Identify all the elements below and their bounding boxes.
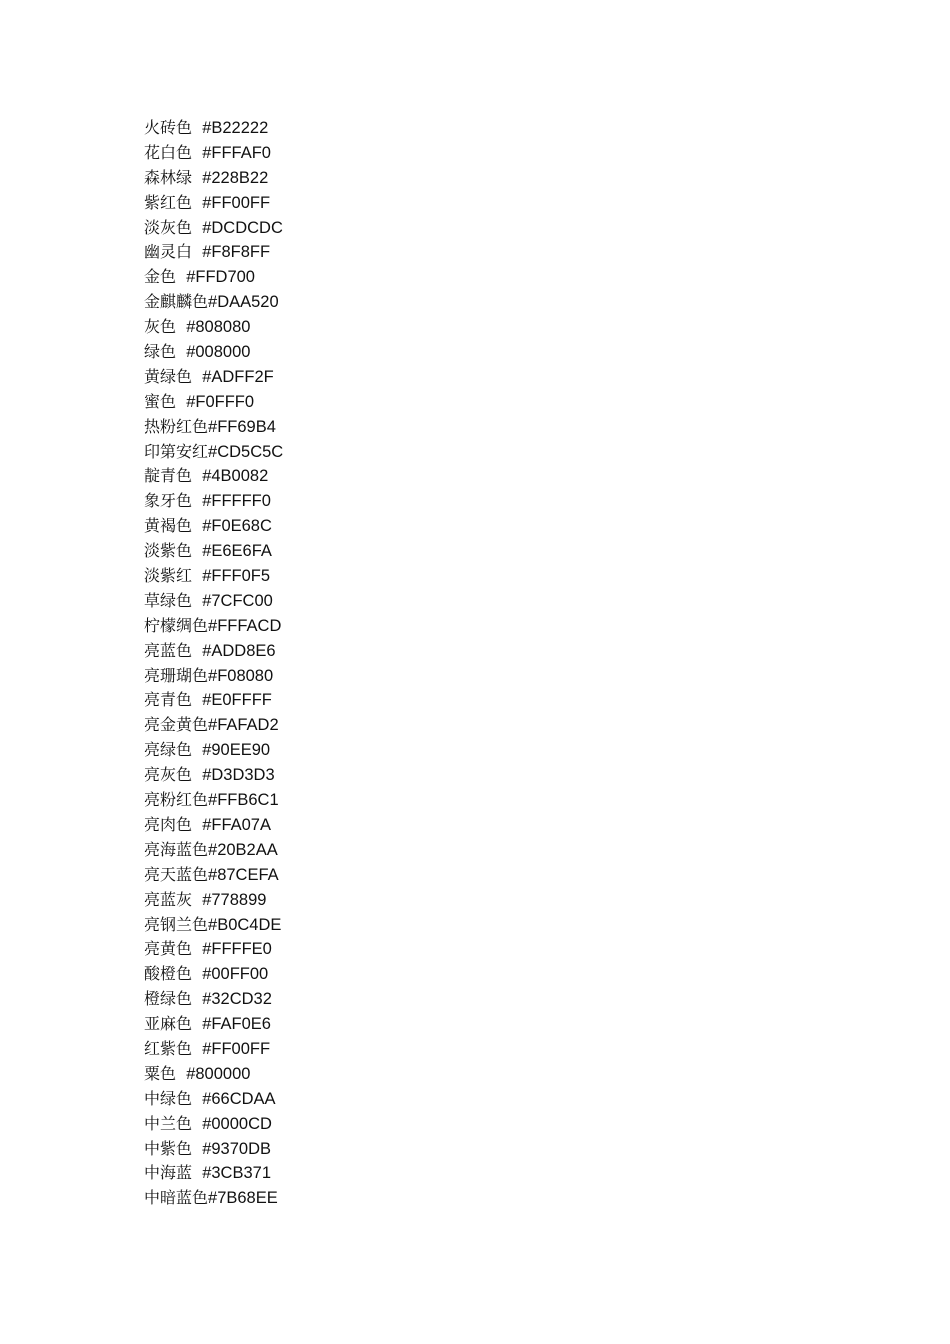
- color-entry: [144, 191, 283, 216]
- color-hex-code: #FFFACD: [208, 616, 282, 635]
- color-entry: [144, 987, 283, 1012]
- color-hex-code: #228B22: [202, 168, 269, 187]
- color-hex-code: #FFFAF0: [202, 143, 271, 162]
- color-name: 淡灰色: [144, 217, 193, 237]
- color-entry: [144, 1062, 283, 1087]
- color-name: 黄褐色: [144, 516, 193, 536]
- color-separator: [192, 890, 202, 909]
- color-hex-code: #66CDAA: [202, 1089, 276, 1108]
- color-separator: [192, 989, 202, 1008]
- color-hex-code: #DCDCDC: [202, 218, 283, 237]
- color-entry: [144, 340, 283, 365]
- color-name: 亮蓝灰: [144, 889, 193, 909]
- color-entry: [144, 614, 283, 639]
- color-separator: [192, 193, 202, 212]
- color-separator: [192, 491, 202, 510]
- color-entry: [144, 489, 283, 514]
- color-hex-code: #90EE90: [202, 741, 271, 760]
- color-hex-code: #D3D3D3: [202, 766, 275, 785]
- color-separator: [192, 466, 202, 485]
- color-hex-code: #9370DB: [202, 1139, 271, 1158]
- color-entry: [144, 440, 283, 465]
- color-hex-code: #B22222: [202, 119, 269, 137]
- color-name: 中绿色: [144, 1088, 193, 1108]
- color-entry: [144, 589, 283, 614]
- color-separator: [192, 964, 202, 983]
- color-entry: [144, 539, 283, 564]
- color-hex-code: #32CD32: [202, 990, 272, 1009]
- color-entry: [144, 564, 283, 589]
- color-entry: [144, 688, 283, 713]
- color-name: 红紫色: [144, 1038, 193, 1058]
- color-entry: [144, 390, 283, 415]
- color-entry: [144, 166, 283, 191]
- color-entry: [144, 290, 283, 315]
- color-separator: [192, 1089, 202, 1108]
- color-name: 亮粉红色: [144, 790, 209, 810]
- color-name: 柠檬绸色: [144, 615, 209, 635]
- color-hex-code: #FFFFF0: [202, 492, 271, 511]
- color-separator: [192, 541, 202, 560]
- color-name: 亮绿色: [144, 740, 193, 760]
- color-hex-code: #F8F8FF: [202, 243, 271, 262]
- color-hex-code: #7CFC00: [202, 591, 273, 610]
- color-entry: [144, 713, 283, 738]
- color-name: 淡紫色: [144, 541, 193, 561]
- color-name: 亮钢兰色: [144, 914, 209, 934]
- color-entry: [144, 863, 283, 888]
- color-entry: [144, 738, 283, 763]
- color-hex-code: #008000: [186, 343, 251, 362]
- color-entry: [144, 415, 283, 440]
- color-separator: [176, 342, 186, 361]
- color-separator: [192, 168, 202, 187]
- color-entry: [144, 141, 283, 166]
- color-separator: [192, 765, 202, 784]
- color-entry: [144, 888, 283, 913]
- color-separator: [176, 317, 186, 336]
- color-name: 亮海蓝色: [144, 839, 209, 859]
- color-name: 紫红色: [144, 192, 193, 212]
- color-hex-code: #F0E68C: [202, 517, 272, 536]
- color-hex-code: #CD5C5C: [208, 442, 284, 461]
- color-name: 橙绿色: [144, 989, 193, 1009]
- color-entry: [144, 1037, 283, 1062]
- color-entry: [144, 464, 283, 489]
- color-entry: [144, 788, 283, 813]
- color-entry: [144, 1112, 283, 1137]
- color-hex-code: #FF69B4: [208, 417, 276, 436]
- color-hex-code: #778899: [202, 890, 267, 909]
- color-hex-code: #FFA07A: [202, 815, 271, 834]
- color-name: 中海蓝: [144, 1163, 193, 1183]
- color-hex-code: #F0FFF0: [186, 392, 255, 411]
- color-entry: [144, 216, 283, 241]
- color-entry: [144, 365, 283, 390]
- color-hex-code: #E0FFFF: [202, 691, 272, 710]
- color-name: 蜜色: [144, 391, 177, 411]
- color-hex-code: #F08080: [208, 666, 274, 685]
- color-separator: [192, 591, 202, 610]
- color-hex-code: #ADD8E6: [202, 641, 276, 660]
- color-entry: [144, 240, 283, 265]
- color-hex-code: #808080: [186, 318, 251, 337]
- color-separator: [192, 1163, 202, 1182]
- color-hex-code: #FFB6C1: [208, 791, 279, 810]
- color-entry: [144, 913, 283, 938]
- color-hex-code: #FF00FF: [202, 193, 271, 212]
- color-entry: [144, 315, 283, 340]
- color-separator: [192, 566, 202, 585]
- color-name: 幽灵白: [144, 242, 193, 262]
- color-name: 靛青色: [144, 466, 193, 486]
- color-separator: [192, 740, 202, 759]
- color-separator: [192, 1014, 202, 1033]
- color-entry: [144, 937, 283, 962]
- color-name: 亮黄色: [144, 939, 193, 959]
- color-entry: [144, 763, 283, 788]
- color-name: 森林绿: [144, 167, 193, 187]
- color-hex-code: #800000: [186, 1064, 251, 1083]
- color-entry: [144, 116, 283, 141]
- color-separator: [192, 218, 202, 237]
- color-hex-code: #3CB371: [202, 1164, 271, 1183]
- color-separator: [192, 1114, 202, 1133]
- color-name: 亮金黄色: [144, 715, 209, 735]
- color-hex-code: #00FF00: [202, 965, 269, 984]
- color-separator: [192, 939, 202, 958]
- color-hex-code: #DAA520: [208, 293, 279, 312]
- color-entry: [144, 664, 283, 689]
- color-name: 亮珊瑚色: [144, 665, 209, 685]
- color-name: 粟色: [144, 1063, 177, 1083]
- color-entry: [144, 962, 283, 987]
- color-name: 热粉红色: [144, 416, 209, 436]
- color-name: 花白色: [144, 142, 193, 162]
- color-separator: [192, 143, 202, 162]
- color-separator: [176, 392, 186, 411]
- color-separator: [192, 815, 202, 834]
- color-name: 草绿色: [144, 590, 193, 610]
- color-separator: [192, 516, 202, 535]
- color-name: 象牙色: [144, 491, 193, 511]
- color-name: 中暗蓝色: [144, 1188, 209, 1208]
- color-hex-code: #4B0082: [202, 467, 269, 486]
- color-hex-code: #0000CD: [202, 1114, 272, 1133]
- color-entry: [144, 1012, 283, 1037]
- color-separator: [176, 267, 186, 286]
- color-name-list: [144, 116, 283, 1211]
- color-hex-code: #B0C4DE: [208, 915, 282, 934]
- color-hex-code: #FF00FF: [202, 1039, 271, 1058]
- color-hex-code: #20B2AA: [208, 840, 278, 859]
- color-entry: [144, 1087, 283, 1112]
- color-name: 亮天蓝色: [144, 864, 209, 884]
- color-separator: [192, 641, 202, 660]
- color-separator: [192, 242, 202, 261]
- color-hex-code: #FFD700: [186, 268, 255, 287]
- color-separator: [192, 1139, 202, 1158]
- color-entry: [144, 813, 283, 838]
- color-name: 绿色: [144, 342, 177, 362]
- color-name: 亮肉色: [144, 814, 193, 834]
- color-separator: [192, 1039, 202, 1058]
- color-separator: [192, 367, 202, 386]
- color-separator: [192, 690, 202, 709]
- color-hex-code: #7B68EE: [208, 1189, 278, 1208]
- color-name: 亮青色: [144, 690, 193, 710]
- color-name: 印第安红: [144, 441, 209, 461]
- color-entry: [144, 639, 283, 664]
- color-name: 亚麻色: [144, 1014, 193, 1034]
- color-hex-code: #FAF0E6: [202, 1015, 271, 1034]
- color-entry: [144, 1161, 283, 1186]
- color-hex-code: #FFFFE0: [202, 940, 272, 959]
- color-separator: [176, 1064, 186, 1083]
- color-hex-code: #ADFF2F: [202, 367, 274, 386]
- color-name: 中兰色: [144, 1113, 193, 1133]
- color-name: 亮灰色: [144, 765, 193, 785]
- color-entry: [144, 265, 283, 290]
- color-hex-code: #FFF0F5: [202, 567, 271, 586]
- color-hex-code: #FAFAD2: [208, 716, 279, 735]
- color-name: 黄绿色: [144, 366, 193, 386]
- color-name: 中紫色: [144, 1138, 193, 1158]
- color-separator: [192, 118, 202, 137]
- color-name: 火砖色: [144, 118, 193, 137]
- color-name: 金麒麟色: [144, 292, 209, 312]
- color-entry: [144, 1186, 283, 1211]
- color-entry: [144, 1137, 283, 1162]
- color-name: 灰色: [144, 317, 177, 337]
- color-hex-code: #87CEFA: [208, 865, 279, 884]
- color-name: 淡紫红: [144, 566, 193, 586]
- color-hex-code: #E6E6FA: [202, 542, 272, 561]
- color-name: 酸橙色: [144, 964, 193, 984]
- color-entry: [144, 514, 283, 539]
- color-name: 亮蓝色: [144, 640, 193, 660]
- color-entry: [144, 838, 283, 863]
- color-name: 金色: [144, 267, 177, 287]
